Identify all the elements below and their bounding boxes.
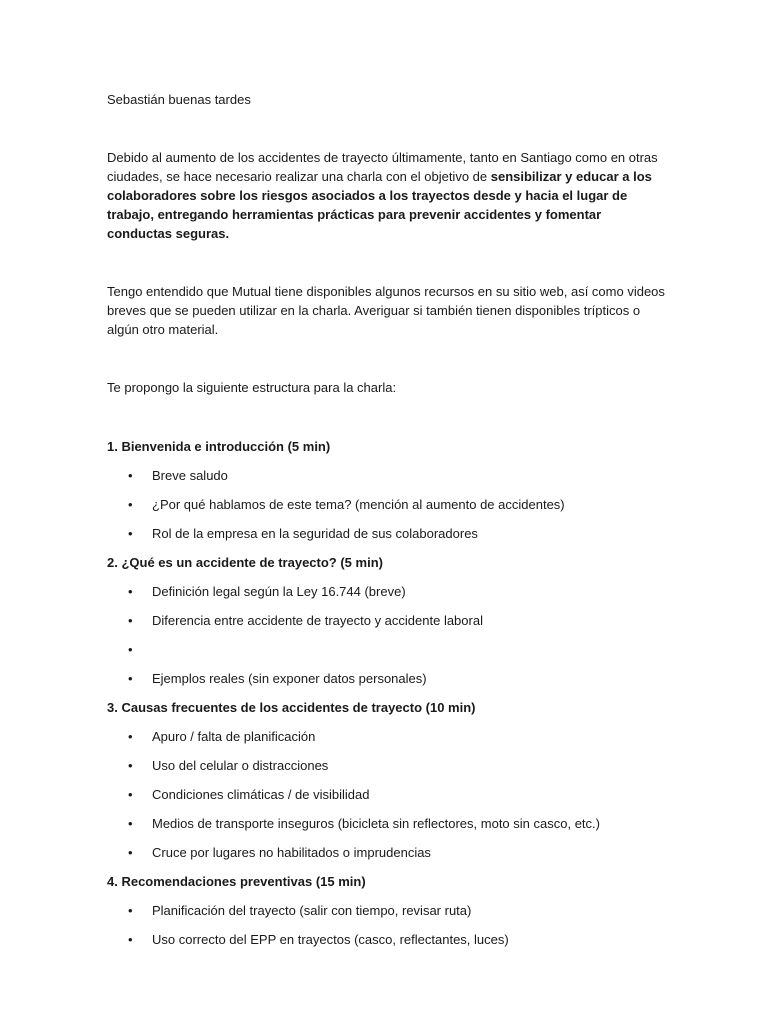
list-item — [107, 582, 667, 601]
section-title: 2. ¿Qué es un accidente de trayecto? (5 min) — [107, 555, 383, 570]
list-item-text: Condiciones climáticas / de visibilidad — [152, 787, 370, 802]
structure-intro: Te propongo la siguiente estructura para la charla: — [107, 380, 397, 395]
list-item — [107, 524, 667, 543]
section-list — [107, 727, 667, 862]
bullet-icon: • — [128, 816, 133, 831]
list-item-text: Rol de la empresa en la seguridad de sus colaboradores — [152, 526, 478, 541]
bullet-icon: • — [128, 497, 133, 512]
section-list — [107, 582, 667, 688]
section-title: 4. Recomendaciones preventivas (15 min) — [107, 874, 366, 889]
paragraph-purpose — [107, 148, 667, 243]
list-item-text: Cruce por lugares no habilitados o imprudencias — [152, 845, 431, 860]
list-item — [107, 901, 667, 920]
document-page — [107, 90, 667, 959]
list-item — [107, 727, 667, 746]
list-item-empty — [107, 640, 667, 659]
bullet-icon: • — [128, 526, 133, 541]
list-item — [107, 466, 667, 485]
list-item-text: Ejemplos reales (sin exponer datos personales) — [152, 671, 427, 686]
list-item — [107, 611, 667, 630]
list-item-text: Breve saludo — [152, 468, 228, 483]
bullet-icon: • — [128, 787, 133, 802]
list-item — [107, 843, 667, 862]
bullet-icon: • — [128, 729, 133, 744]
list-item-text: Apuro / falta de planificación — [152, 729, 316, 744]
greeting: Sebastián buenas tardes — [107, 92, 251, 107]
list-item-text: Medios de transporte inseguros (bicicleta sin reflectores, moto sin casco, etc.) — [152, 816, 600, 831]
section-title: 3. Causas frecuentes de los accidentes de trayecto (10 min) — [107, 700, 476, 715]
bullet-icon: • — [128, 642, 133, 657]
bullet-icon: • — [128, 613, 133, 628]
bullet-icon: • — [128, 584, 133, 599]
section-title: 1. Bienvenida e introducción (5 min) — [107, 439, 331, 454]
list-item — [107, 756, 667, 775]
bullet-icon: • — [128, 903, 133, 918]
list-item-text: Diferencia entre accidente de trayecto y accidente laboral — [152, 613, 483, 628]
list-item-text: Definición legal según la Ley 16.744 (breve) — [152, 584, 406, 599]
list-item — [107, 785, 667, 804]
list-item-text: ¿Por qué hablamos de este tema? (mención al aumento de accidentes) — [152, 497, 565, 512]
list-item-text: Uso correcto del EPP en trayectos (casco, reflectantes, luces) — [152, 932, 509, 947]
paragraph-resources: Tengo entendido que Mutual tiene disponibles algunos recursos en su sitio web, así como videos breves que se pueden utilizar en la charla. Averiguar si también tienen disponibles trípticos o algún otro material. — [107, 284, 665, 337]
paragraph-purpose-plain: Debido al aumento de los accidentes de trayecto últimamente, tanto en Santiago como en otras ciudades, se hace necesario realizar una charla con el objetivo de — [107, 150, 658, 184]
list-item — [107, 495, 667, 514]
bullet-icon: • — [128, 932, 133, 947]
section-list — [107, 901, 667, 949]
section-list — [107, 466, 667, 543]
list-item-text: Planificación del trayecto (salir con tiempo, revisar ruta) — [152, 903, 472, 918]
bullet-icon: • — [128, 758, 133, 773]
bullet-icon: • — [128, 671, 133, 686]
list-item — [107, 814, 667, 833]
list-item — [107, 930, 667, 949]
bullet-icon: • — [128, 468, 133, 483]
bullet-icon: • — [128, 845, 133, 860]
list-item — [107, 669, 667, 688]
list-item-text: Uso del celular o distracciones — [152, 758, 329, 773]
paragraph-purpose-bold: sensibilizar y educar a los colaboradores sobre los riesgos asociados a los trayectos desde y hacia el lugar de trabajo, entregando herramientas prácticas para prevenir accidentes y fomentar conductas seguras. — [107, 169, 652, 241]
